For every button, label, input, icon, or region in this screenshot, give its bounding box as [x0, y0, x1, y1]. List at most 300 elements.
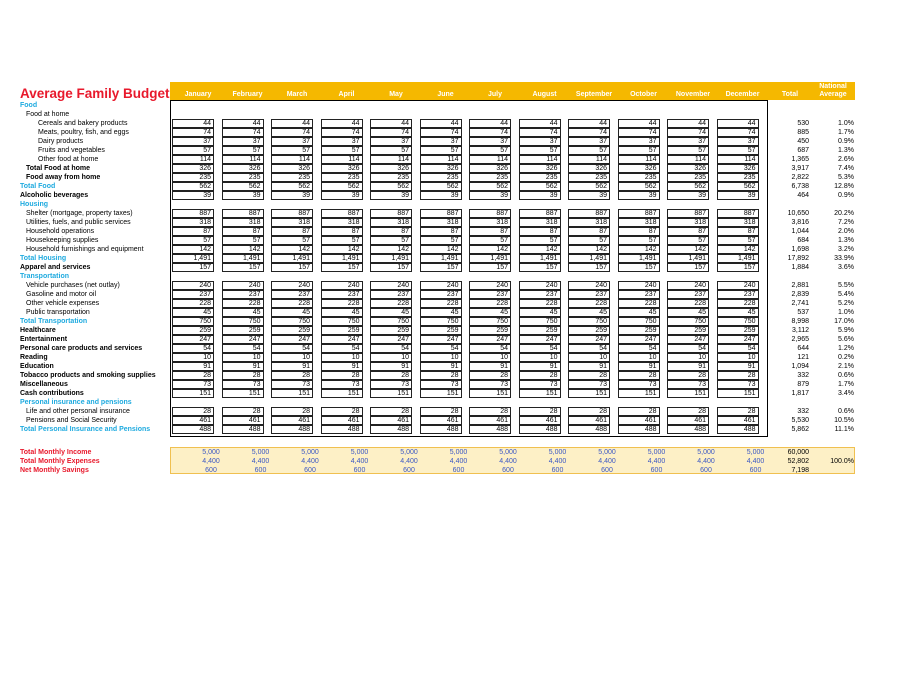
cell-july[interactable]: 887 [469, 209, 511, 219]
summary-cell-february[interactable]: 5,000 [251, 449, 270, 456]
cell-december[interactable]: 240 [717, 281, 759, 291]
cell-november[interactable]: 10 [667, 353, 709, 363]
cell-september[interactable]: 114 [568, 155, 610, 165]
cell-november[interactable]: 28 [667, 371, 709, 381]
cell-april[interactable]: 151 [321, 389, 363, 399]
cell-july[interactable]: 57 [469, 236, 511, 246]
cell-october[interactable]: 488 [618, 425, 660, 435]
cell-april[interactable]: 326 [321, 164, 363, 174]
cell-may[interactable]: 237 [370, 290, 412, 300]
cell-february[interactable]: 54 [222, 344, 264, 354]
cell-december[interactable]: 73 [717, 380, 759, 390]
cell-november[interactable]: 562 [667, 182, 709, 192]
cell-october[interactable]: 1,491 [618, 254, 660, 264]
cell-may[interactable]: 57 [370, 146, 412, 156]
cell-april[interactable]: 54 [321, 344, 363, 354]
cell-june[interactable]: 240 [420, 281, 462, 291]
summary-cell-september[interactable]: 5,000 [598, 449, 616, 456]
cell-november[interactable]: 73 [667, 380, 709, 390]
cell-july[interactable]: 37 [469, 137, 511, 147]
cell-march[interactable]: 114 [271, 155, 313, 165]
cell-october[interactable]: 318 [618, 218, 660, 228]
summary-cell-january[interactable]: 4,400 [202, 458, 220, 465]
cell-july[interactable]: 237 [469, 290, 511, 300]
cell-may[interactable]: 37 [370, 137, 412, 147]
cell-november[interactable]: 37 [667, 137, 709, 147]
summary-cell-january[interactable]: 600 [205, 467, 217, 474]
cell-may[interactable]: 114 [370, 155, 412, 165]
cell-january[interactable]: 73 [172, 380, 214, 390]
cell-march[interactable]: 87 [271, 227, 313, 237]
summary-cell-october[interactable]: 5,000 [647, 449, 666, 456]
cell-june[interactable]: 228 [420, 299, 462, 309]
cell-november[interactable]: 750 [667, 317, 709, 327]
cell-november[interactable]: 1,491 [667, 254, 709, 264]
summary-cell-june[interactable]: 600 [452, 467, 465, 474]
cell-july[interactable]: 240 [469, 281, 511, 291]
cell-march[interactable]: 57 [271, 236, 313, 246]
cell-october[interactable]: 151 [618, 389, 660, 399]
cell-february[interactable]: 1,491 [222, 254, 264, 264]
cell-september[interactable]: 91 [568, 362, 610, 372]
cell-february[interactable]: 74 [222, 128, 264, 138]
cell-april[interactable]: 750 [321, 317, 363, 327]
cell-march[interactable]: 228 [271, 299, 313, 309]
cell-april[interactable]: 28 [321, 371, 363, 381]
cell-may[interactable]: 235 [370, 173, 412, 183]
cell-january[interactable]: 91 [172, 362, 214, 372]
summary-cell-october[interactable]: 600 [650, 467, 663, 474]
cell-august[interactable]: 157 [519, 263, 561, 273]
cell-september[interactable]: 157 [568, 263, 610, 273]
cell-january[interactable]: 57 [172, 146, 214, 156]
cell-january[interactable]: 114 [172, 155, 214, 165]
cell-december[interactable]: 488 [717, 425, 759, 435]
cell-october[interactable]: 37 [618, 137, 660, 147]
cell-september[interactable]: 73 [568, 380, 610, 390]
cell-september[interactable]: 74 [568, 128, 610, 138]
cell-january[interactable]: 74 [172, 128, 214, 138]
cell-june[interactable]: 237 [420, 290, 462, 300]
cell-june[interactable]: 28 [420, 407, 462, 417]
cell-december[interactable]: 151 [717, 389, 759, 399]
cell-september[interactable]: 259 [568, 326, 610, 336]
summary-cell-december[interactable]: 5,000 [746, 449, 765, 456]
cell-may[interactable]: 57 [370, 236, 412, 246]
cell-july[interactable]: 228 [469, 299, 511, 309]
cell-february[interactable]: 750 [222, 317, 264, 327]
cell-september[interactable]: 235 [568, 173, 610, 183]
cell-may[interactable]: 228 [370, 299, 412, 309]
cell-july[interactable]: 461 [469, 416, 511, 426]
cell-september[interactable]: 488 [568, 425, 610, 435]
cell-february[interactable]: 151 [222, 389, 264, 399]
cell-december[interactable]: 247 [717, 335, 759, 345]
cell-january[interactable]: 44 [172, 119, 214, 129]
cell-december[interactable]: 157 [717, 263, 759, 273]
cell-january[interactable]: 142 [172, 245, 214, 255]
summary-cell-november[interactable]: 600 [700, 467, 712, 474]
cell-may[interactable]: 87 [370, 227, 412, 237]
cell-march[interactable]: 247 [271, 335, 313, 345]
cell-september[interactable]: 37 [568, 137, 610, 147]
cell-june[interactable]: 157 [420, 263, 462, 273]
cell-april[interactable]: 1,491 [321, 254, 363, 264]
cell-october[interactable]: 228 [618, 299, 660, 309]
cell-august[interactable]: 74 [519, 128, 561, 138]
cell-august[interactable]: 28 [519, 407, 561, 417]
cell-december[interactable]: 259 [717, 326, 759, 336]
cell-october[interactable]: 142 [618, 245, 660, 255]
summary-cell-september[interactable]: 4,400 [598, 458, 616, 465]
cell-june[interactable]: 74 [420, 128, 462, 138]
cell-october[interactable]: 10 [618, 353, 660, 363]
cell-january[interactable]: 87 [172, 227, 214, 237]
cell-june[interactable]: 39 [420, 191, 462, 201]
cell-september[interactable]: 887 [568, 209, 610, 219]
cell-february[interactable]: 326 [222, 164, 264, 174]
cell-november[interactable]: 157 [667, 263, 709, 273]
cell-june[interactable]: 326 [420, 164, 462, 174]
cell-december[interactable]: 37 [717, 137, 759, 147]
cell-february[interactable]: 45 [222, 308, 264, 318]
cell-june[interactable]: 54 [420, 344, 462, 354]
cell-february[interactable]: 37 [222, 137, 264, 147]
cell-march[interactable]: 750 [271, 317, 313, 327]
cell-february[interactable]: 10 [222, 353, 264, 363]
cell-april[interactable]: 45 [321, 308, 363, 318]
cell-november[interactable]: 151 [667, 389, 709, 399]
cell-april[interactable]: 44 [321, 119, 363, 129]
cell-april[interactable]: 28 [321, 407, 363, 417]
cell-january[interactable]: 151 [172, 389, 214, 399]
cell-september[interactable]: 54 [568, 344, 610, 354]
cell-november[interactable]: 39 [667, 191, 709, 201]
cell-february[interactable]: 39 [222, 191, 264, 201]
cell-june[interactable]: 10 [420, 353, 462, 363]
cell-september[interactable]: 237 [568, 290, 610, 300]
cell-june[interactable]: 1,491 [420, 254, 462, 264]
cell-july[interactable]: 54 [469, 344, 511, 354]
cell-june[interactable]: 87 [420, 227, 462, 237]
cell-april[interactable]: 57 [321, 146, 363, 156]
summary-cell-march[interactable]: 5,000 [301, 449, 319, 456]
cell-november[interactable]: 887 [667, 209, 709, 219]
cell-july[interactable]: 235 [469, 173, 511, 183]
cell-january[interactable]: 247 [172, 335, 214, 345]
cell-october[interactable]: 750 [618, 317, 660, 327]
cell-august[interactable]: 750 [519, 317, 561, 327]
cell-may[interactable]: 73 [370, 380, 412, 390]
cell-january[interactable]: 1,491 [172, 254, 214, 264]
cell-march[interactable]: 73 [271, 380, 313, 390]
cell-march[interactable]: 54 [271, 344, 313, 354]
cell-august[interactable]: 142 [519, 245, 561, 255]
cell-august[interactable]: 259 [519, 326, 561, 336]
cell-september[interactable]: 142 [568, 245, 610, 255]
cell-august[interactable]: 39 [519, 191, 561, 201]
cell-march[interactable]: 37 [271, 137, 313, 147]
cell-february[interactable]: 44 [222, 119, 264, 129]
cell-june[interactable]: 235 [420, 173, 462, 183]
cell-october[interactable]: 259 [618, 326, 660, 336]
summary-cell-april[interactable]: 600 [353, 467, 366, 474]
cell-november[interactable]: 235 [667, 173, 709, 183]
cell-october[interactable]: 57 [618, 236, 660, 246]
cell-january[interactable]: 750 [172, 317, 214, 327]
cell-april[interactable]: 157 [321, 263, 363, 273]
cell-january[interactable]: 562 [172, 182, 214, 192]
cell-february[interactable]: 562 [222, 182, 264, 192]
cell-november[interactable]: 228 [667, 299, 709, 309]
cell-march[interactable]: 887 [271, 209, 313, 219]
summary-cell-march[interactable]: 4,400 [301, 458, 319, 465]
cell-september[interactable]: 461 [568, 416, 610, 426]
cell-september[interactable]: 247 [568, 335, 610, 345]
cell-may[interactable]: 461 [370, 416, 412, 426]
cell-may[interactable]: 562 [370, 182, 412, 192]
cell-may[interactable]: 91 [370, 362, 412, 372]
cell-october[interactable]: 235 [618, 173, 660, 183]
cell-may[interactable]: 142 [370, 245, 412, 255]
cell-august[interactable]: 240 [519, 281, 561, 291]
cell-june[interactable]: 151 [420, 389, 462, 399]
cell-march[interactable]: 235 [271, 173, 313, 183]
summary-cell-may[interactable]: 4,400 [400, 458, 418, 465]
cell-may[interactable]: 44 [370, 119, 412, 129]
cell-january[interactable]: 57 [172, 236, 214, 246]
cell-october[interactable]: 91 [618, 362, 660, 372]
cell-february[interactable]: 73 [222, 380, 264, 390]
cell-september[interactable]: 87 [568, 227, 610, 237]
cell-february[interactable]: 57 [222, 146, 264, 156]
cell-february[interactable]: 461 [222, 416, 264, 426]
cell-may[interactable]: 1,491 [370, 254, 412, 264]
cell-april[interactable]: 240 [321, 281, 363, 291]
cell-june[interactable]: 114 [420, 155, 462, 165]
cell-july[interactable]: 114 [469, 155, 511, 165]
cell-may[interactable]: 45 [370, 308, 412, 318]
cell-july[interactable]: 91 [469, 362, 511, 372]
cell-february[interactable]: 57 [222, 236, 264, 246]
cell-october[interactable]: 28 [618, 407, 660, 417]
cell-october[interactable]: 237 [618, 290, 660, 300]
cell-november[interactable]: 74 [667, 128, 709, 138]
cell-june[interactable]: 247 [420, 335, 462, 345]
cell-december[interactable]: 326 [717, 164, 759, 174]
cell-april[interactable]: 228 [321, 299, 363, 309]
summary-cell-september[interactable]: 600 [601, 467, 613, 474]
cell-november[interactable]: 114 [667, 155, 709, 165]
cell-december[interactable]: 1,491 [717, 254, 759, 264]
cell-january[interactable]: 237 [172, 290, 214, 300]
cell-june[interactable]: 57 [420, 236, 462, 246]
cell-july[interactable]: 45 [469, 308, 511, 318]
cell-december[interactable]: 28 [717, 371, 759, 381]
cell-june[interactable]: 488 [420, 425, 462, 435]
cell-april[interactable]: 318 [321, 218, 363, 228]
cell-july[interactable]: 28 [469, 407, 511, 417]
cell-january[interactable]: 157 [172, 263, 214, 273]
cell-april[interactable]: 887 [321, 209, 363, 219]
cell-november[interactable]: 461 [667, 416, 709, 426]
cell-february[interactable]: 240 [222, 281, 264, 291]
cell-august[interactable]: 228 [519, 299, 561, 309]
cell-february[interactable]: 228 [222, 299, 264, 309]
cell-april[interactable]: 237 [321, 290, 363, 300]
cell-october[interactable]: 247 [618, 335, 660, 345]
cell-april[interactable]: 142 [321, 245, 363, 255]
cell-july[interactable]: 750 [469, 317, 511, 327]
cell-march[interactable]: 74 [271, 128, 313, 138]
cell-august[interactable]: 57 [519, 146, 561, 156]
cell-march[interactable]: 57 [271, 146, 313, 156]
cell-december[interactable]: 54 [717, 344, 759, 354]
cell-october[interactable]: 240 [618, 281, 660, 291]
cell-april[interactable]: 10 [321, 353, 363, 363]
cell-december[interactable]: 74 [717, 128, 759, 138]
cell-november[interactable]: 318 [667, 218, 709, 228]
cell-april[interactable]: 488 [321, 425, 363, 435]
cell-july[interactable]: 142 [469, 245, 511, 255]
cell-july[interactable]: 259 [469, 326, 511, 336]
cell-april[interactable]: 57 [321, 236, 363, 246]
cell-may[interactable]: 74 [370, 128, 412, 138]
cell-april[interactable]: 37 [321, 137, 363, 147]
cell-august[interactable]: 562 [519, 182, 561, 192]
cell-august[interactable]: 488 [519, 425, 561, 435]
cell-may[interactable]: 28 [370, 371, 412, 381]
cell-november[interactable]: 54 [667, 344, 709, 354]
cell-september[interactable]: 44 [568, 119, 610, 129]
cell-march[interactable]: 10 [271, 353, 313, 363]
cell-june[interactable]: 44 [420, 119, 462, 129]
cell-april[interactable]: 91 [321, 362, 363, 372]
cell-may[interactable]: 887 [370, 209, 412, 219]
cell-december[interactable]: 237 [717, 290, 759, 300]
cell-october[interactable]: 461 [618, 416, 660, 426]
summary-cell-october[interactable]: 4,400 [647, 458, 666, 465]
summary-cell-june[interactable]: 5,000 [449, 449, 468, 456]
cell-april[interactable]: 461 [321, 416, 363, 426]
cell-july[interactable]: 318 [469, 218, 511, 228]
cell-january[interactable]: 326 [172, 164, 214, 174]
summary-cell-november[interactable]: 4,400 [697, 458, 715, 465]
cell-september[interactable]: 57 [568, 146, 610, 156]
cell-june[interactable]: 562 [420, 182, 462, 192]
summary-cell-april[interactable]: 5,000 [350, 449, 369, 456]
cell-september[interactable]: 151 [568, 389, 610, 399]
cell-october[interactable]: 73 [618, 380, 660, 390]
cell-august[interactable]: 87 [519, 227, 561, 237]
cell-november[interactable]: 326 [667, 164, 709, 174]
cell-january[interactable]: 240 [172, 281, 214, 291]
cell-march[interactable]: 91 [271, 362, 313, 372]
cell-may[interactable]: 151 [370, 389, 412, 399]
cell-july[interactable]: 157 [469, 263, 511, 273]
cell-december[interactable]: 57 [717, 236, 759, 246]
cell-april[interactable]: 235 [321, 173, 363, 183]
cell-october[interactable]: 45 [618, 308, 660, 318]
cell-september[interactable]: 57 [568, 236, 610, 246]
cell-february[interactable]: 114 [222, 155, 264, 165]
cell-september[interactable]: 228 [568, 299, 610, 309]
cell-march[interactable]: 44 [271, 119, 313, 129]
cell-september[interactable]: 562 [568, 182, 610, 192]
cell-november[interactable]: 247 [667, 335, 709, 345]
cell-june[interactable]: 142 [420, 245, 462, 255]
cell-march[interactable]: 237 [271, 290, 313, 300]
cell-may[interactable]: 10 [370, 353, 412, 363]
cell-october[interactable]: 44 [618, 119, 660, 129]
cell-march[interactable]: 461 [271, 416, 313, 426]
cell-june[interactable]: 318 [420, 218, 462, 228]
cell-september[interactable]: 28 [568, 371, 610, 381]
cell-january[interactable]: 45 [172, 308, 214, 318]
cell-december[interactable]: 39 [717, 191, 759, 201]
summary-cell-november[interactable]: 5,000 [697, 449, 715, 456]
cell-october[interactable]: 887 [618, 209, 660, 219]
cell-june[interactable]: 45 [420, 308, 462, 318]
cell-april[interactable]: 39 [321, 191, 363, 201]
cell-april[interactable]: 562 [321, 182, 363, 192]
cell-june[interactable]: 887 [420, 209, 462, 219]
cell-november[interactable]: 87 [667, 227, 709, 237]
cell-december[interactable]: 57 [717, 146, 759, 156]
cell-august[interactable]: 37 [519, 137, 561, 147]
cell-august[interactable]: 151 [519, 389, 561, 399]
cell-february[interactable]: 247 [222, 335, 264, 345]
cell-june[interactable]: 73 [420, 380, 462, 390]
cell-december[interactable]: 228 [717, 299, 759, 309]
cell-march[interactable]: 240 [271, 281, 313, 291]
cell-october[interactable]: 157 [618, 263, 660, 273]
cell-march[interactable]: 326 [271, 164, 313, 174]
cell-august[interactable]: 45 [519, 308, 561, 318]
cell-april[interactable]: 73 [321, 380, 363, 390]
cell-july[interactable]: 73 [469, 380, 511, 390]
cell-march[interactable]: 28 [271, 371, 313, 381]
cell-december[interactable]: 318 [717, 218, 759, 228]
cell-july[interactable]: 10 [469, 353, 511, 363]
cell-september[interactable]: 326 [568, 164, 610, 174]
cell-december[interactable]: 45 [717, 308, 759, 318]
cell-september[interactable]: 45 [568, 308, 610, 318]
cell-august[interactable]: 57 [519, 236, 561, 246]
cell-july[interactable]: 326 [469, 164, 511, 174]
cell-october[interactable]: 326 [618, 164, 660, 174]
cell-march[interactable]: 318 [271, 218, 313, 228]
cell-june[interactable]: 28 [420, 371, 462, 381]
cell-september[interactable]: 750 [568, 317, 610, 327]
cell-august[interactable]: 1,491 [519, 254, 561, 264]
summary-cell-august[interactable]: 5,000 [548, 449, 567, 456]
cell-february[interactable]: 28 [222, 407, 264, 417]
cell-may[interactable]: 326 [370, 164, 412, 174]
summary-cell-february[interactable]: 600 [254, 467, 267, 474]
cell-march[interactable]: 151 [271, 389, 313, 399]
cell-november[interactable]: 259 [667, 326, 709, 336]
cell-july[interactable]: 488 [469, 425, 511, 435]
cell-december[interactable]: 87 [717, 227, 759, 237]
cell-october[interactable]: 39 [618, 191, 660, 201]
cell-september[interactable]: 10 [568, 353, 610, 363]
cell-january[interactable]: 318 [172, 218, 214, 228]
cell-june[interactable]: 91 [420, 362, 462, 372]
cell-november[interactable]: 45 [667, 308, 709, 318]
summary-cell-december[interactable]: 4,400 [746, 458, 765, 465]
cell-march[interactable]: 45 [271, 308, 313, 318]
